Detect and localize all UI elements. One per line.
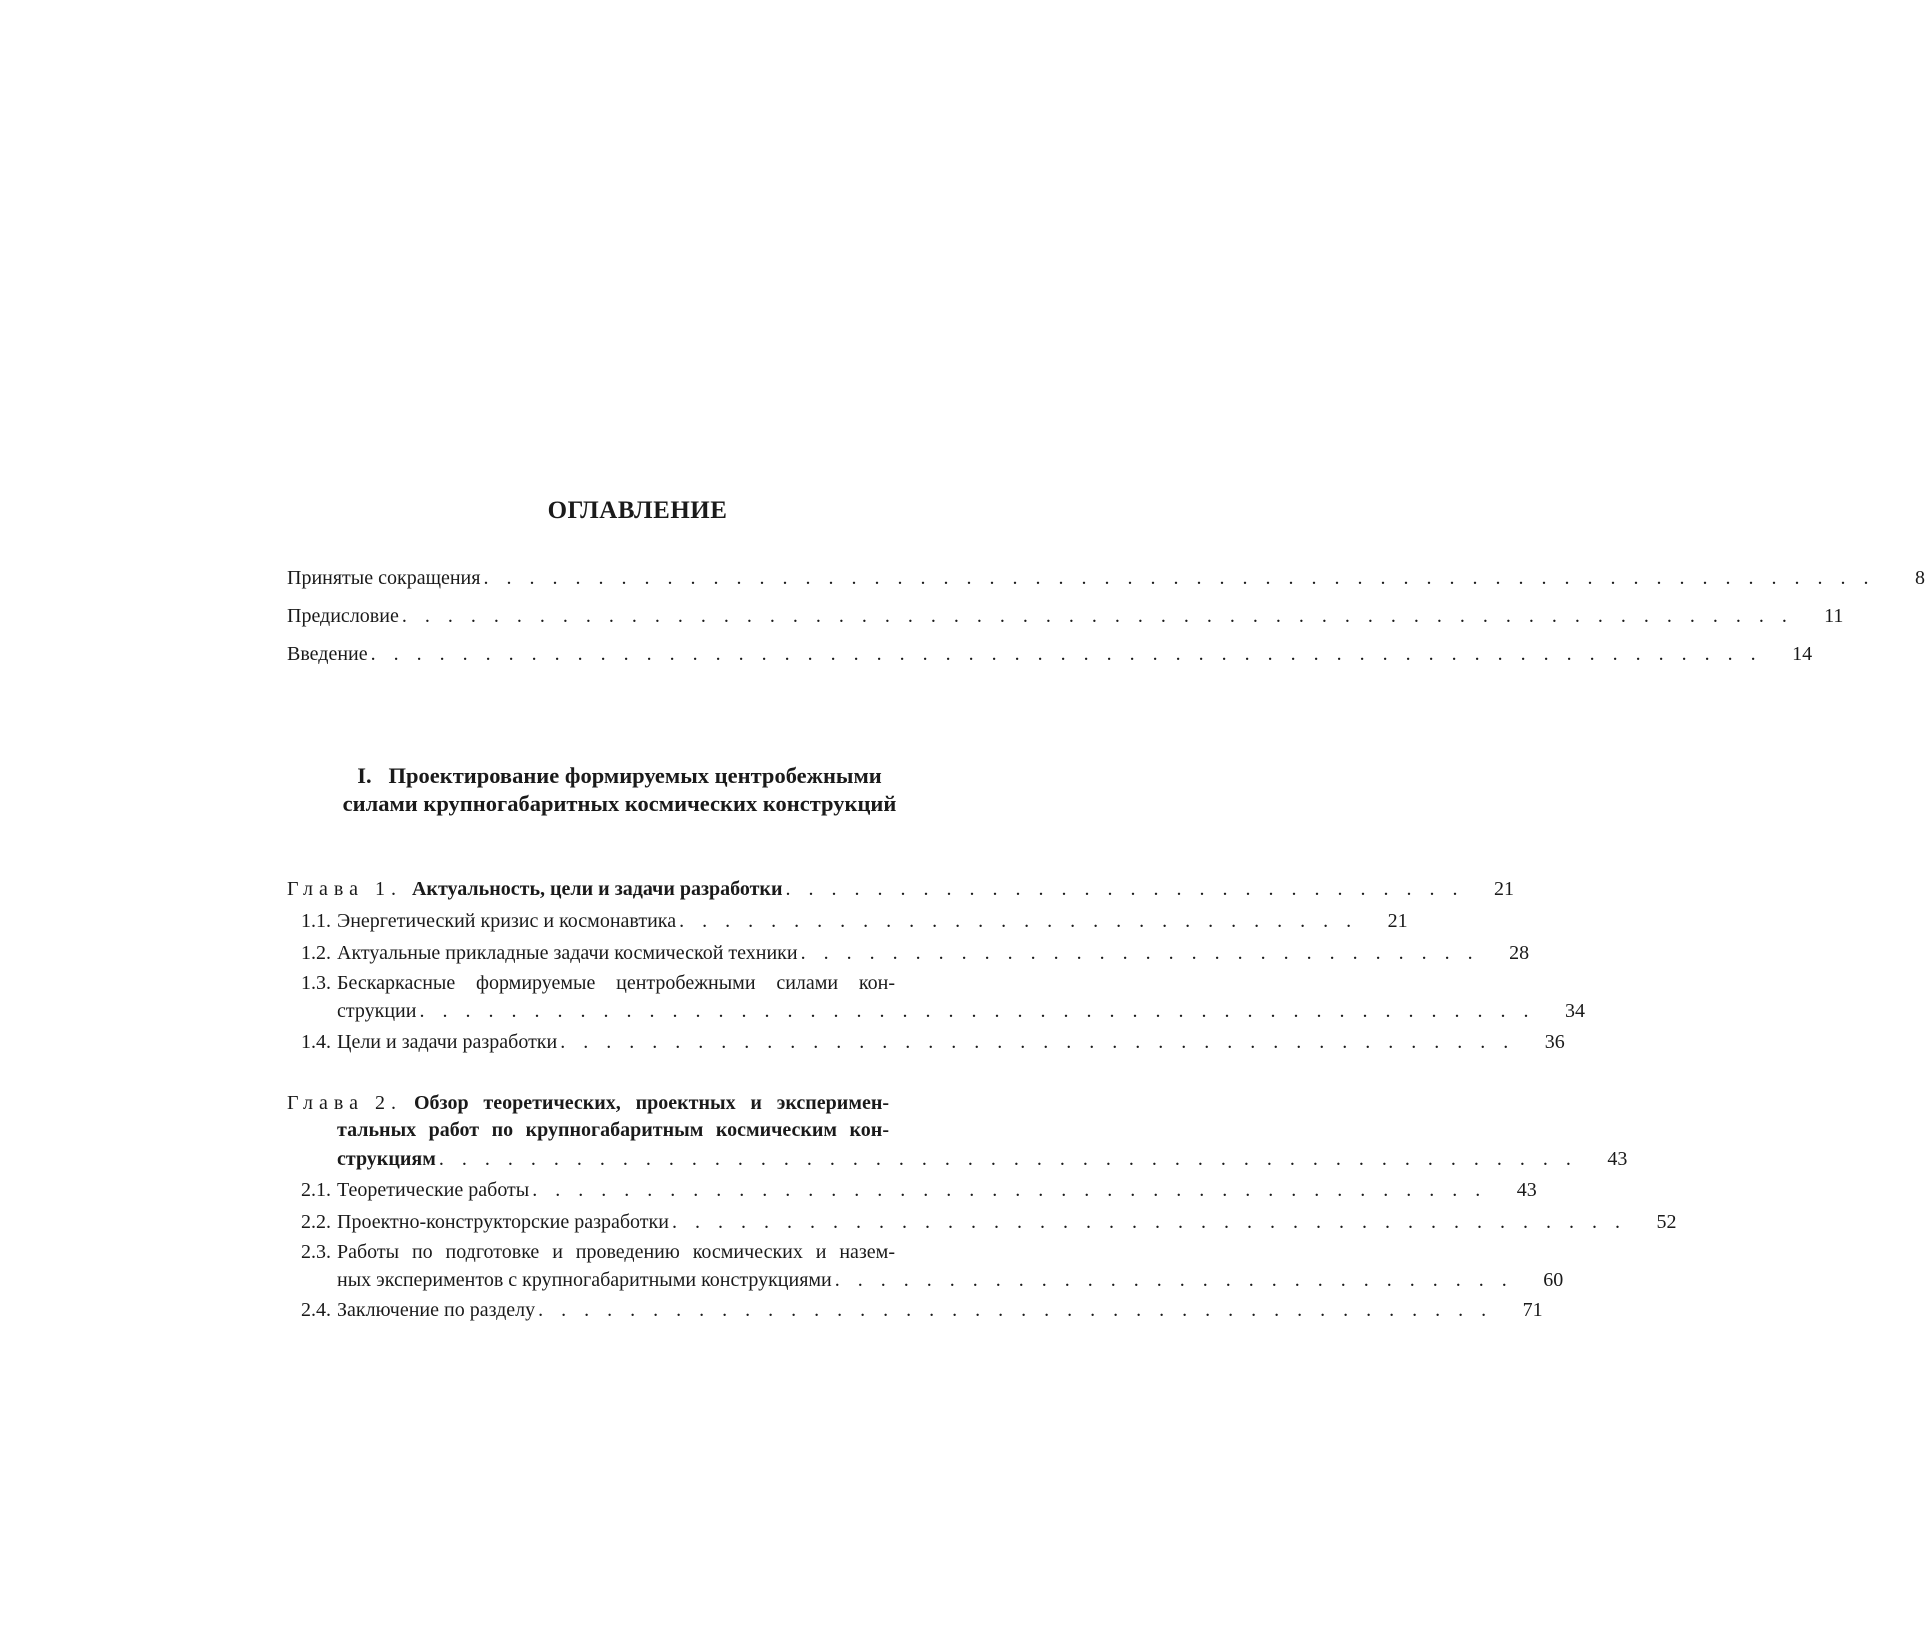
toc-entry-page: 8 [1914,567,1925,589]
section-title: Цели и задачи разработки [337,1031,558,1053]
toc-entry-label: Введение [287,643,368,665]
toc-entry-page: 21 [1387,910,1408,932]
section-title: Актуальные прикладные задачи космической техники [337,942,798,964]
dot-leader: . . . . . . . . . . . . . . . . . . . . . . . . . . . . . . . . . . . . . . . . . . [671,1211,1627,1233]
chapter-prefix: Глава 1. [287,878,402,900]
section-title: Энергетический кризис и космонавтика [337,910,677,932]
section-title-line1: Бескаркасные формируемые центробежными силами кон- [337,972,895,994]
section-number: 1.4. [301,1031,331,1053]
chapter-1-block [287,873,1585,1059]
dot-leader: . . . . . . . . . . . . . . . . . . . . . . . . . . . . . . . . . . . . . . . . . . [538,1299,1493,1321]
toc-entry-page: 36 [1544,1031,1565,1053]
part-number: I. [357,763,372,788]
section-entry[interactable] [287,1238,1564,1294]
part-heading-line1 [287,762,952,790]
front-matter-list [287,559,1925,673]
section-entry[interactable] [287,1174,1537,1206]
chapter-entry[interactable] [287,873,1514,905]
dot-leader: . . . . . . . . . . . . . . . . . . . . . . . . . . . . . . [834,1269,1514,1291]
section-number: 1.1. [301,910,331,932]
chapter-title: Актуальность, цели и задачи разработки [411,878,783,900]
toc-entry-label: Принятые сокращения [287,567,481,589]
section-title: Проектно-конструкторские разработки [337,1211,669,1233]
chapter-entry-line2 [287,1117,889,1144]
section-title-line2: струкции [337,1000,417,1022]
toc-entry[interactable] [287,635,1813,673]
section-entry[interactable] [287,937,1530,969]
dot-leader: . . . . . . . . . . . . . . . . . . . . . . . . . . . . . . . . . . . . . . . . . . [560,1031,1515,1053]
section-entry-line1 [301,969,903,997]
dot-leader: . . . . . . . . . . . . . . . . . . . . . . . . . . . . . . [785,878,1464,900]
toc-entry-page: 60 [1543,1269,1564,1291]
toc-entry-label: Предисловие [287,605,399,627]
section-entry-label [287,937,798,969]
part-title-line1: Проектирование формируемых центробежными [388,763,882,788]
toc-entry-page: 71 [1522,1299,1543,1321]
section-number: 2.3. [301,1241,331,1263]
dot-leader: . . . . . . . . . . . . . . . . . . . . . . . . . . . . . . . . . . . . . . . . . . . . . . . . . . [438,1148,1578,1170]
section-title: Теоретические работы [337,1179,530,1201]
dot-leader: . . . . . . . . . . . . . . . . . . . . . . . . . . . . . . . . . . . . . . . . . . . . . . . . . . . . . . . . . . . . . [483,567,1875,589]
chapter-entry[interactable] [287,1090,1628,1174]
section-entry-label [287,1206,669,1238]
toc-entry[interactable] [287,559,1925,597]
toc-entry-page: 11 [1824,605,1844,627]
chapter-entry-line1 [287,1090,889,1117]
section-title-line2: ных экспериментов с крупногабаритными конструкциями [337,1269,832,1291]
section-entry[interactable] [287,905,1408,937]
section-entry[interactable] [287,969,1585,1025]
dot-leader: . . . . . . . . . . . . . . . . . . . . . . . . . . . . . . [800,942,1480,964]
section-number: 1.3. [301,972,331,994]
chapter-title-line1: Обзор теоретических, проектных и эксперимен- [413,1092,889,1114]
section-number: 2.2. [301,1211,331,1233]
chapter-title-line2: тальных работ по крупногабаритным космическим кон- [337,1119,889,1141]
section-entry-label [287,1174,529,1206]
section-entry[interactable] [287,1025,1565,1059]
chapter-prefix: Глава 2. [287,1092,402,1114]
toc-entry-page: 43 [1516,1179,1537,1201]
toc-entry[interactable] [287,597,1844,635]
dot-leader: . . . . . . . . . . . . . . . . . . . . . . . . . . . . . . . . . . . . . . . . . . . . . . . . . . . . . . . . . . . . . [370,643,1763,665]
dot-leader: . . . . . . . . . . . . . . . . . . . . . . . . . . . . . . . . . . . . . . . . . . . . . . . . . [419,1000,1535,1022]
chapter-2-block [287,1090,1677,1326]
section-entry-label [287,1025,557,1059]
toc-entry-page: 28 [1509,942,1530,964]
dot-leader: . . . . . . . . . . . . . . . . . . . . . . . . . . . . . . . . . . . . . . . . . . [532,1179,1487,1201]
chapter-entry-line3 [287,1144,1628,1174]
section-title: Заключение по разделу [337,1299,536,1321]
toc-entry-page: 21 [1493,878,1514,900]
part-title-line2: силами крупногабаритных космических конструкций [342,791,897,816]
dot-leader: . . . . . . . . . . . . . . . . . . . . . . . . . . . . . . . . . . . . . . . . . . . . . . . . . . . . . . . . . . . . . [401,605,1794,627]
section-entry-line2 [301,997,1585,1025]
section-number: 2.4. [301,1299,331,1321]
toc-entry-page: 14 [1792,643,1813,665]
section-entry-line1 [301,1238,903,1266]
section-entry[interactable] [287,1206,1677,1238]
section-title-line1: Работы по подготовке и проведению космических и назем- [337,1241,895,1263]
chapter-title-line3: струкциям [337,1148,436,1170]
toc-entry-page: 52 [1656,1211,1677,1233]
section-number: 2.1. [301,1179,331,1201]
section-entry-label [287,905,676,937]
section-entry[interactable] [287,1294,1543,1326]
dot-leader: . . . . . . . . . . . . . . . . . . . . . . . . . . . . . . [679,910,1358,932]
page-title: ОГЛАВЛЕНИЕ [547,497,728,524]
toc-entry-page: 43 [1607,1148,1628,1170]
section-entry-label [287,1294,535,1326]
part-heading [287,762,952,818]
section-entry-line2 [301,1266,1564,1294]
toc-entry-page: 34 [1564,1000,1585,1022]
section-number: 1.2. [301,942,331,964]
chapter-entry-label [287,873,782,905]
